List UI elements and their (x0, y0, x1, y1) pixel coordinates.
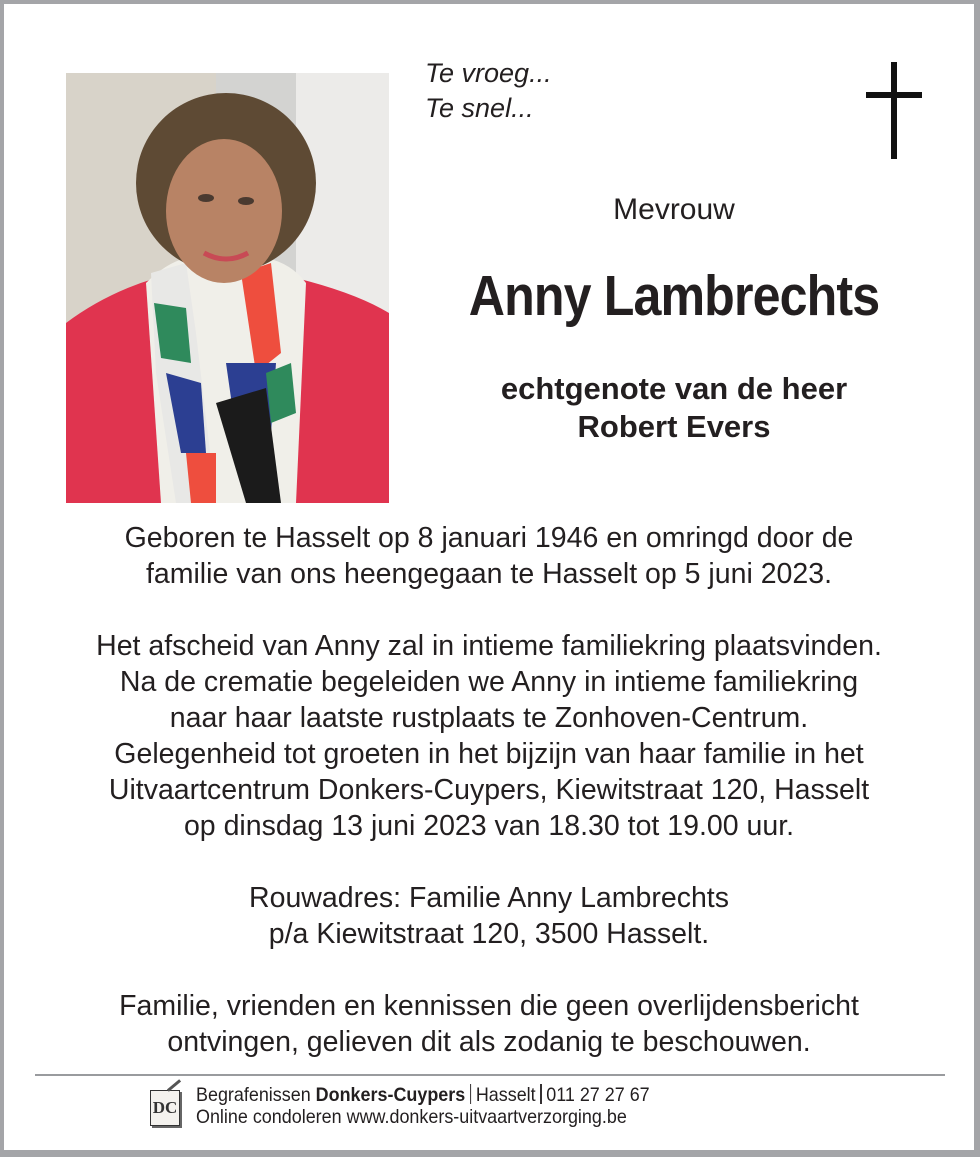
motto-line: Te vroeg... (425, 58, 552, 88)
footer-line-1: Begrafenissen Donkers-Cuypers Hasselt 011 27 27 67 (196, 1084, 650, 1106)
text-line: Uitvaartcentrum Donkers-Cuypers, Kiewitstraat 120, Hasselt (108, 774, 870, 806)
cross-icon (866, 62, 922, 159)
text-line: familie van ons heengegaan te Hasselt op 5 juni 2023. (145, 558, 833, 590)
portrait-photo (66, 73, 389, 503)
text-line: naar haar laatste rustplaats te Zonhoven-Centrum. (169, 702, 809, 734)
text-line: op dinsdag 13 juni 2023 van 18.30 tot 19.00 uur. (183, 810, 795, 842)
deceased-name: Anny Lambrechts (468, 264, 880, 328)
mourning-address (34, 880, 944, 952)
salutation: Mevrouw (613, 193, 735, 226)
text-line: Familie, vrienden en kennissen die geen overlijdensbericht (119, 990, 859, 1022)
obituary-card (4, 4, 974, 1150)
notification-paragraph (34, 988, 944, 1060)
text-line: p/a Kiewitstraat 120, 3500 Hasselt. (268, 918, 710, 950)
birth-death-paragraph (34, 520, 944, 592)
company-city: Hasselt (475, 1084, 536, 1106)
footer-line-2: Online condoleren www.donkers-uitvaartverzorging.be (196, 1106, 627, 1128)
funeral-home-logo-icon: DC (148, 1084, 184, 1128)
footer-divider (35, 1074, 945, 1076)
text-line: Het afscheid van Anny zal in intieme familiekring plaatsvinden. (96, 630, 882, 662)
company-name: Donkers-Cuypers (315, 1084, 466, 1106)
spouse-info (414, 370, 934, 446)
footer-text (196, 1084, 650, 1128)
portrait-image (66, 73, 389, 503)
website-link[interactable]: www.donkers-uitvaartverzorging.be (346, 1106, 627, 1128)
text-line: Gelegenheid tot groeten in het bijzijn van haar familie in het (114, 738, 864, 770)
spouse-name: Robert Evers (577, 409, 771, 444)
text-line: Rouwadres: Familie Anny Lambrechts (249, 882, 729, 914)
company-phone[interactable]: 011 27 27 67 (546, 1084, 650, 1106)
text-line: Geboren te Hasselt op 8 januari 1946 en omringd door de (124, 522, 854, 554)
ceremony-paragraph (34, 628, 944, 844)
funeral-home-footer (148, 1084, 689, 1128)
text-line: Na de crematie begeleiden we Anny in intieme familiekring (119, 666, 859, 698)
text-line: ontvingen, gelieven dit als zodanig te beschouwen. (167, 1026, 811, 1058)
motto (425, 56, 552, 126)
motto-line: Te snel... (425, 93, 534, 123)
spouse-line: echtgenote van de heer (500, 371, 848, 406)
